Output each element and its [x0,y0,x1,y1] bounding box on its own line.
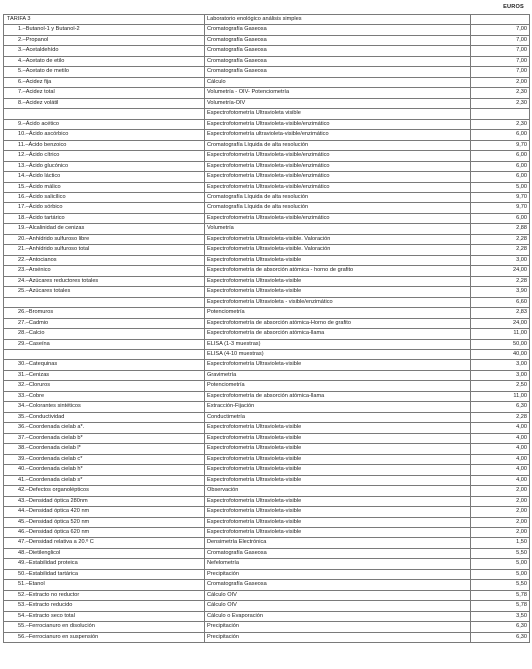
price-cell: 2,00 [471,527,530,537]
method-cell: Espectrofotometría Ultravioleta-visible/enzimático [205,161,471,171]
price-cell: 7,00 [471,56,530,66]
method-cell: Cromatografía Líquida de alta resolución [205,203,471,213]
analysis-name-cell: 41.–Coordenada cielab s* [4,475,205,485]
table-row [4,140,530,150]
price-cell: 24,00 [471,318,530,328]
analysis-name-cell: 34.–Colorantes sintéticos [4,402,205,412]
table-row [4,475,530,485]
table-row [4,559,530,569]
table-row [4,507,530,517]
table-row [4,370,530,380]
analysis-name-cell: 7.–Acidez total [4,88,205,98]
price-cell: 2,83 [471,308,530,318]
method-cell: Precipitación [205,622,471,632]
method-cell: Cromatografía Líquida de alta resolución [205,140,471,150]
analysis-name-cell: 29.–Caseína [4,339,205,349]
table-row [4,109,530,119]
table-row [4,381,530,391]
analysis-name-cell: 13.–Ácido glucónico [4,161,205,171]
table-row [4,611,530,621]
price-cell: 3,00 [471,255,530,265]
table-row [4,266,530,276]
analysis-name-cell: 31.–Cenizas [4,370,205,380]
method-cell: Espectrofotometría Ultravioleta-visible. Valoración [205,234,471,244]
price-cell: 6,30 [471,622,530,632]
method-cell: Espectrofotometría Ultravioleta-visible [205,444,471,454]
method-cell: Potenciometría [205,308,471,318]
price-cell: 2,30 [471,119,530,129]
table-row [4,538,530,548]
analysis-name-cell: 2.–Propanol [4,35,205,45]
analysis-name-cell: 40.–Coordenada cielab h* [4,465,205,475]
method-cell: Espectrofotometría Ultravioleta-visible [205,276,471,286]
price-cell: 1,50 [471,538,530,548]
method-cell: Espectrofotometría Ultravioleta-visible [205,433,471,443]
method-cell: Cromatografía Gaseosa [205,46,471,56]
method-cell: Precipitación [205,569,471,579]
method-cell: Espectrofotometría Ultravioleta-visible [205,454,471,464]
method-cell: Laboratorio enológico análisis simples [205,15,471,25]
method-cell: Nefelometría [205,559,471,569]
price-cell: 3,90 [471,287,530,297]
analysis-name-cell: 9.–Ácido acético [4,119,205,129]
price-cell: 4,00 [471,475,530,485]
table-row [4,517,530,527]
table-row [4,25,530,35]
analysis-name-cell: 46.–Densidad óptica 620 nm [4,527,205,537]
price-cell: 2,30 [471,98,530,108]
method-cell: Cromatografía Gaseosa [205,25,471,35]
analysis-name-cell: 27.–Cadmio [4,318,205,328]
method-cell: Espectrofotometría Ultravioleta-visible [205,423,471,433]
price-cell: 3,00 [471,370,530,380]
price-cell: 2,00 [471,517,530,527]
tariff-table-body [4,15,530,643]
price-cell: 4,00 [471,433,530,443]
method-cell: Cálculo o Evaporación [205,611,471,621]
analysis-name-cell: 23.–Arsénico [4,266,205,276]
analysis-name-cell: 25.–Azúcares totales [4,287,205,297]
analysis-name-cell: 1.–Butanol-1 y Butanol-2 [4,25,205,35]
analysis-name-cell: 17.–Ácido sórbico [4,203,205,213]
price-cell: 4,00 [471,465,530,475]
price-cell: 9,70 [471,192,530,202]
table-row [4,496,530,506]
method-cell: Espectrofotometría Ultravioleta-visible [205,287,471,297]
price-cell [471,15,530,25]
price-cell: 2,28 [471,245,530,255]
method-cell: Espectrofotometría de absorción atómica - horno de grafito [205,266,471,276]
price-cell: 3,50 [471,611,530,621]
analysis-name-cell: 15.–Ácido málico [4,182,205,192]
method-cell: Cromatografía Gaseosa [205,35,471,45]
analysis-name-cell: 28.–Calcio [4,329,205,339]
method-cell: Volumetría-OIV [205,98,471,108]
table-row [4,255,530,265]
analysis-name-cell [4,350,205,360]
method-cell: Espectrofotometría Ultravioleta-visible/enzimático [205,119,471,129]
method-cell: Cromatografía Líquida de alta resolución [205,192,471,202]
method-cell: ELISA (4-10 muestras) [205,350,471,360]
method-cell: Conductimetría [205,412,471,422]
price-cell: 11,00 [471,391,530,401]
analysis-name-cell: 19.–Alcalinidad de cenizas [4,224,205,234]
analysis-name-cell: 44.–Densidad óptica 420 nm [4,507,205,517]
analysis-name-cell: 24.–Azúcares reductores totales [4,276,205,286]
method-cell: Volumetría - OIV- Potenciometría [205,88,471,98]
price-cell: 2,30 [471,88,530,98]
method-cell: ELISA (1-3 muestras) [205,339,471,349]
analysis-name-cell: 36.–Coordenada cielab a*. [4,423,205,433]
analysis-name-cell: 10.–Ácido ascórbico [4,130,205,140]
analysis-name-cell: 11.–Ácido benzoico [4,140,205,150]
table-row [4,527,530,537]
analysis-name-cell: 49.–Estabilidad proteica [4,559,205,569]
analysis-name-cell: 51.–Etanol [4,580,205,590]
method-cell: Gravimetría [205,370,471,380]
table-row [4,151,530,161]
table-row [4,276,530,286]
analysis-name-cell: 26.–Bromuros [4,308,205,318]
table-row [4,318,530,328]
method-cell: Espectrofotometría Ultravioleta-visible [205,527,471,537]
price-cell: 2,00 [471,507,530,517]
price-cell: 5,00 [471,569,530,579]
method-cell: Espectrofotometría Ultravioleta - visible/enzimático [205,297,471,307]
table-row [4,245,530,255]
price-cell: 6,00 [471,130,530,140]
analysis-name-cell: 56.–Ferrocianuro en suspensión [4,632,205,642]
price-cell: 9,70 [471,140,530,150]
table-row [4,182,530,192]
analysis-name-cell: 22.–Antocianos [4,255,205,265]
method-cell: Cromatografía Gaseosa [205,580,471,590]
price-cell: 2,28 [471,234,530,244]
table-row [4,46,530,56]
table-row [4,412,530,422]
method-cell: Extracción-Fijación [205,402,471,412]
price-cell: 5,00 [471,182,530,192]
analysis-name-cell: 43.–Densidad óptica 280nm [4,496,205,506]
price-cell: 3,00 [471,360,530,370]
price-cell: 2,28 [471,412,530,422]
price-cell: 6,00 [471,172,530,182]
table-row [4,308,530,318]
price-cell: 6,00 [471,151,530,161]
table-row [4,601,530,611]
table-row [4,360,530,370]
table-row [4,213,530,223]
table-row [4,339,530,349]
price-cell: 2,00 [471,486,530,496]
table-row [4,67,530,77]
table-row [4,297,530,307]
table-header [0,0,532,14]
analysis-name-cell: 38.–Coordenada cielab l* [4,444,205,454]
analysis-name-cell: 32.–Cloruros [4,381,205,391]
table-row [4,35,530,45]
price-cell: 2,50 [471,381,530,391]
analysis-name-cell [4,109,205,119]
analysis-name-cell: 20.–Anhídrido sulfuroso libre [4,234,205,244]
table-row [4,590,530,600]
method-cell: Espectrofotometría de absorción atómica-llama [205,391,471,401]
table-row [4,548,530,558]
analysis-name-cell: 14.–Ácido láctico [4,172,205,182]
method-cell: Espectrofotometría Ultravioleta visible [205,109,471,119]
analysis-name-cell: 53.–Extracto reducido [4,601,205,611]
method-cell: Cálculo OIV [205,601,471,611]
table-row [4,402,530,412]
analysis-name-cell: 16.–Ácido salicílico [4,192,205,202]
price-cell: 5,50 [471,548,530,558]
method-cell: Espectrofotometría Ultravioleta-visible [205,360,471,370]
price-cell: 6,00 [471,213,530,223]
price-cell: 7,00 [471,67,530,77]
method-cell: Precipitación [205,632,471,642]
price-cell: 24,00 [471,266,530,276]
method-cell: Espectrofotometría Ultravioleta-visible/enzimático [205,182,471,192]
table-title-row [4,15,530,25]
table-row [4,350,530,360]
price-cell: 9,70 [471,203,530,213]
analysis-name-cell: 12.–Ácido cítrico [4,151,205,161]
analysis-name-cell: 47.–Densidad relativa a 20.º C [4,538,205,548]
price-cell: 7,00 [471,35,530,45]
table-row [4,56,530,66]
price-cell: 2,28 [471,276,530,286]
table-row [4,329,530,339]
method-cell: Potenciometría [205,381,471,391]
method-cell: Espectrofotometría de absorción atómica-llama [205,329,471,339]
analysis-name-cell: 5.–Acetato de metilo [4,67,205,77]
table-row [4,569,530,579]
table-row [4,444,530,454]
table-row [4,98,530,108]
table-row [4,622,530,632]
analysis-name-cell: 42.–Defectos organolépticos [4,486,205,496]
table-row [4,161,530,171]
price-cell: 5,78 [471,601,530,611]
method-cell: Espectrofotometría ultravioleta-visible/enzimático [205,130,471,140]
analysis-name-cell: TARIFA 3 [4,15,205,25]
price-cell: 11,00 [471,329,530,339]
method-cell: Espectrofotometría Ultravioleta-visible. Valoración [205,245,471,255]
table-row [4,203,530,213]
table-row [4,88,530,98]
analysis-name-cell: 18.–Ácido tartárico [4,213,205,223]
price-cell: 5,50 [471,580,530,590]
method-cell: Espectrofotometría Ultravioleta-visible [205,507,471,517]
analysis-name-cell: 52.–Extracto no reductor [4,590,205,600]
analysis-name-cell [4,297,205,307]
price-cell: 7,00 [471,25,530,35]
price-cell: 6,30 [471,632,530,642]
table-row [4,224,530,234]
method-cell: Cálculo OIV [205,590,471,600]
price-cell: 2,00 [471,496,530,506]
analysis-name-cell: 4.–Acetato de etilo [4,56,205,66]
table-row [4,580,530,590]
analysis-name-cell: 55.–Ferrocianuro en disolución [4,622,205,632]
table-row [4,119,530,129]
method-cell: Espectrofotometría Ultravioleta-visible [205,465,471,475]
price-cell: 6,30 [471,402,530,412]
method-cell: Espectrofotometría Ultravioleta-visible [205,496,471,506]
price-cell: 5,00 [471,559,530,569]
euros-column-label: EUROS [503,4,524,10]
analysis-name-cell: 35.–Conductividad [4,412,205,422]
price-cell: 5,78 [471,590,530,600]
table-row [4,391,530,401]
method-cell: Cromatografía Gaseosa [205,548,471,558]
table-row [4,234,530,244]
table-row [4,454,530,464]
table-row [4,287,530,297]
price-cell: 6,60 [471,297,530,307]
price-cell [471,109,530,119]
price-cell: 4,00 [471,444,530,454]
price-cell: 4,00 [471,454,530,464]
method-cell: Espectrofotometría Ultravioleta-visible [205,475,471,485]
table-row [4,465,530,475]
method-cell: Observación [205,486,471,496]
method-cell: Espectrofotometría Ultravioleta-visible/enzimático [205,151,471,161]
method-cell: Espectrofotometría Ultravioleta-visible/enzimático [205,213,471,223]
analysis-name-cell: 30.–Catequinas [4,360,205,370]
analysis-name-cell: 33.–Cobre [4,391,205,401]
table-row [4,423,530,433]
tariff-table [3,14,530,643]
method-cell: Espectrofotometría de absorción atómica-Horno de grafito [205,318,471,328]
analysis-name-cell: 39.–Coordenada cielab c* [4,454,205,464]
analysis-name-cell: 6.–Acidez fija [4,77,205,87]
price-cell: 7,00 [471,46,530,56]
method-cell: Cálculo [205,77,471,87]
table-row [4,192,530,202]
method-cell: Espectrofotometría Ultravioleta-visible [205,255,471,265]
table-row [4,632,530,642]
analysis-name-cell: 3.–Acetaldehído [4,46,205,56]
price-cell: 40,00 [471,350,530,360]
method-cell: Cromatografía Gaseosa [205,67,471,77]
analysis-name-cell: 48.–Dietilenglicol [4,548,205,558]
table-row [4,433,530,443]
method-cell: Cromatografía Gaseosa [205,56,471,66]
analysis-name-cell: 45.–Densidad óptica 520 nm [4,517,205,527]
price-cell: 6,00 [471,161,530,171]
table-row [4,486,530,496]
analysis-name-cell: 21.–Anhídrido sulfuroso total [4,245,205,255]
analysis-name-cell: 8.–Acidez volátil [4,98,205,108]
table-row [4,77,530,87]
analysis-name-cell: 50.–Estabilidad tartárica [4,569,205,579]
price-cell: 2,88 [471,224,530,234]
table-row [4,130,530,140]
analysis-name-cell: 54.–Extracto seco total [4,611,205,621]
price-cell: 2,00 [471,77,530,87]
method-cell: Espectrofotometría Ultravioleta-visible/enzimático [205,172,471,182]
method-cell: Espectrofotometría Ultravioleta-visible [205,517,471,527]
table-row [4,172,530,182]
method-cell: Volumetría [205,224,471,234]
price-cell: 50,00 [471,339,530,349]
method-cell: Densimetría Electrónica [205,538,471,548]
analysis-name-cell: 37.–Coordenada cielab b* [4,433,205,443]
price-cell: 4,00 [471,423,530,433]
